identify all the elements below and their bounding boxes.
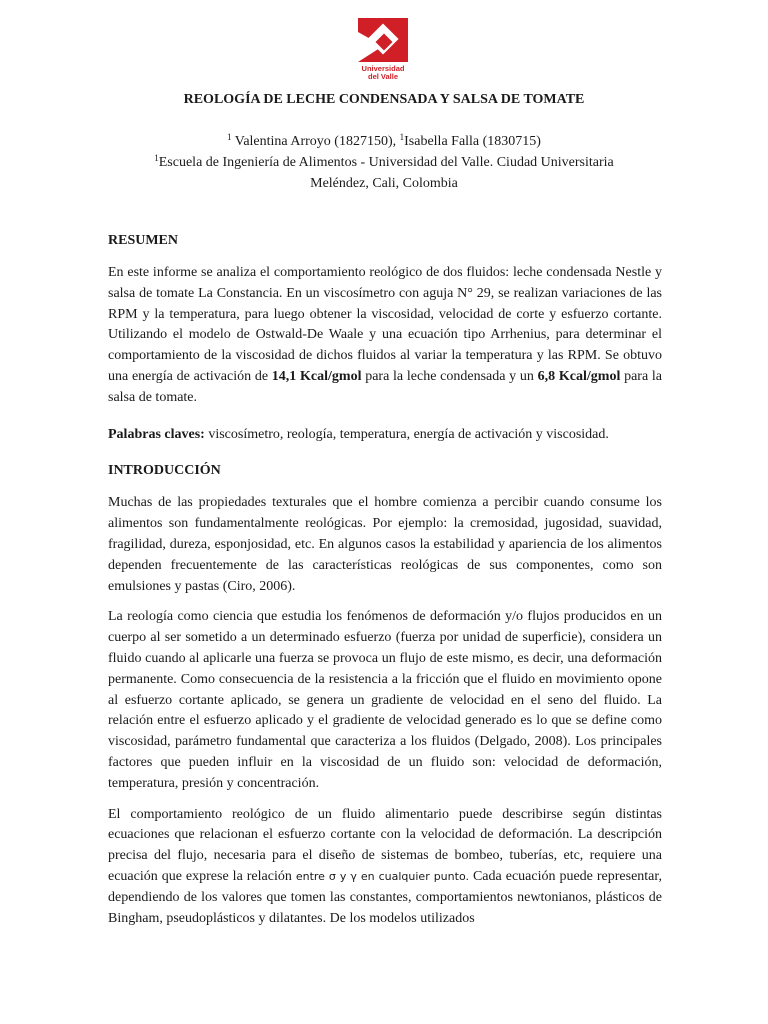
activation-energy-ketchup: 6,8 Kcal/gmol [537, 368, 621, 384]
univalle-shield-icon [358, 18, 408, 62]
affiliation-line-1 [0, 152, 768, 173]
author1: Valentina Arroyo (1827150), [231, 134, 400, 149]
author-line [0, 131, 768, 152]
paper-title: REOLOGÍA DE LECHE CONDENSADA Y SALSA DE TOMATE [183, 92, 585, 107]
keywords-paragraph [108, 425, 662, 446]
introduccion-heading: INTRODUCCIÓN [108, 463, 221, 479]
author2: Isabella Falla (1830715) [404, 134, 541, 149]
logo-line-2: del Valle [367, 72, 399, 81]
resumen-text-b: para la leche condensada y un [361, 368, 538, 384]
activation-energy-milk: 14,1 Kcal/gmol [271, 368, 362, 384]
keywords-label: Palabras claves: [108, 426, 205, 442]
intro-paragraph-2: La reología como ciencia que estudia los fenómenos de deformación y/o flujos producidos en un cuerpo al ser sometido a un determinado esfuerzo (fuerza por unidad de superficie), considera un fluido cuando al aplicarle una fuerza se provoca un flujo de este mismo, es decir, una deformación permanente. Como consecuencia de la resistencia a la fricción que el fluido en movimiento opone al esfuerzo cortante aplicado, se genera un gradiente de velocidad en el seno del fluido. La relación entre el esfuerzo aplicado y el gradiente de velocidad generado es lo que se define como viscosidad, parámetro fundamental que caracteriza a los fluidos (Delgado, 2008). Los principales factores que pueden influir en la viscosidad de un fluido son: velocidad de deformación, temperatura, presión y concentración. [108, 609, 662, 791]
intro-p3-text-a: El comportamiento reológico de un fluido alimentario puede describirse según distintas ecuaciones que relacionan el esfuerzo cortante con la velocidad de deformación. La descripción precisa del flujo, necesaria para el diseño de sistemas de bombeo, tuberías, etc, requiere una ecuación que exprese la relación [108, 806, 662, 884]
resumen-text-c: para la salsa de tomate. [108, 368, 662, 405]
logo-text [358, 65, 408, 81]
logo-line-1: Universidad [361, 64, 405, 73]
authors-block [0, 131, 768, 194]
resumen-paragraph [108, 263, 662, 409]
affiliation-line-2: Meléndez, Cali, Colombia [310, 176, 458, 191]
resumen-text-a: En este informe se analiza el comportamiento reológico de dos fluidos: leche condensada Nestle y salsa de tomate La Constancia. En un viscosímetro con aguja N° 29, se realizan variaciones de las RPM y la temperatura, para luego obtener la viscosidad, velocidad de corte y esfuerzo cortante. Utilizando el modelo de Ostwald-De Waale y una ecuación tipo Arrhenius, para determinar el comportamiento de la viscosidad de dichos fluidos al variar la temperatura y las RPM. Se obtuvo una energía de activación de [108, 265, 662, 384]
resumen-heading: RESUMEN [108, 233, 179, 248]
affiliation-mark: 1 [154, 153, 159, 163]
university-logo [358, 18, 408, 81]
author1-affiliation-mark: 1 [227, 132, 232, 142]
intro-paragraph-3 [108, 805, 662, 930]
intro-paragraph-1: Muchas de las propiedades texturales que el hombre comienza a percibir cuando consume los alimentos son fundamentalmente reológicas. Por ejemplo: la cremosidad, jugosidad, suavidad, fragilidad, dureza, esponjosidad, etc. En algunos casos la estabilidad y apariencia de los alimentos dependen frecuentemente de las características reológicas de sus componentes, como son emulsiones y pastas (Ciro, 2006). [108, 495, 662, 594]
keywords-text: viscosímetro, reología, temperatura, energía de activación y viscosidad. [204, 426, 609, 442]
paper-body [108, 231, 662, 929]
intro-p3-equation-text: entre σ y γ en cualquier punto. [295, 869, 469, 883]
intro-p3-text-b: Cada ecuación puede representar, dependiendo de los valores que tomen las constantes, comportamientos newtonianos, plásticos de Bingham, pseudoplásticos y dilatantes. De los modelos utilizados [108, 868, 662, 926]
author2-affiliation-mark: 1 [399, 132, 405, 142]
affiliation-a: Escuela de Ingeniería de Alimentos - Universidad del Valle. Ciudad Universitaria [158, 155, 614, 170]
